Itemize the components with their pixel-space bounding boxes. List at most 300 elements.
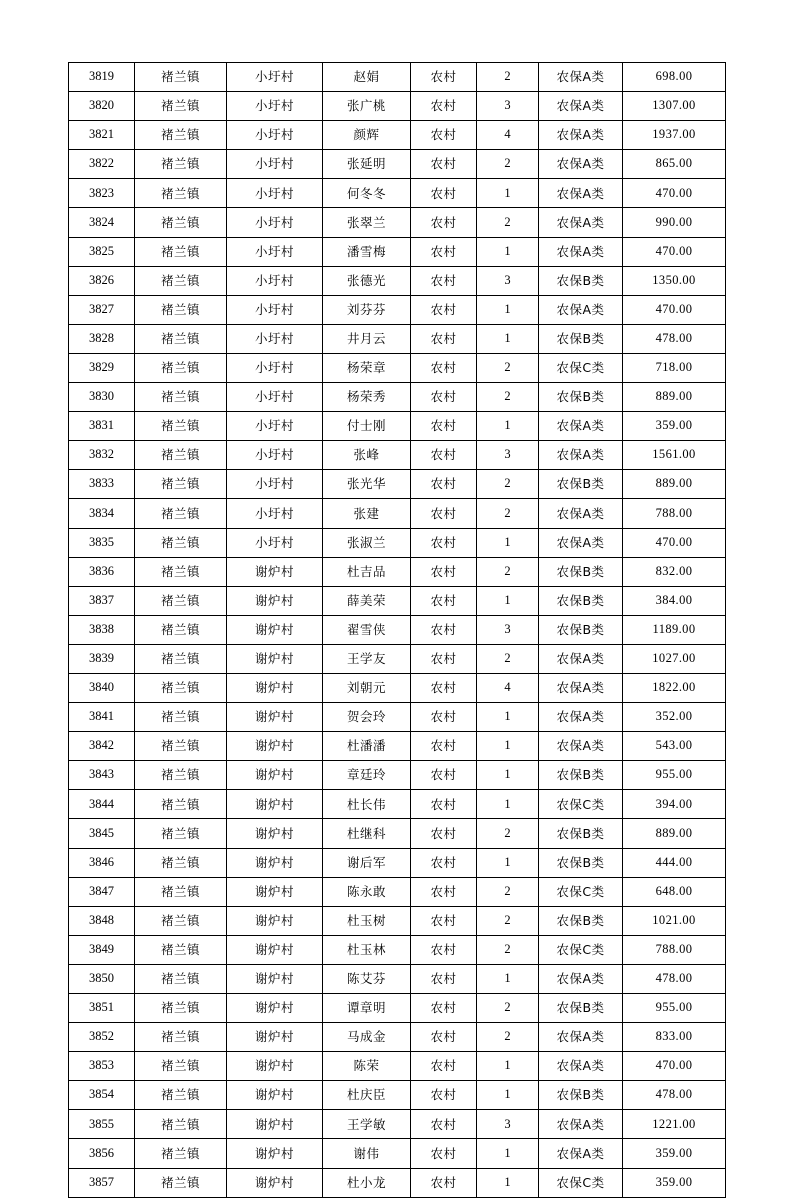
- cell-village: 谢炉村: [227, 1168, 323, 1197]
- cell-amount: 394.00: [623, 790, 726, 819]
- cell-person-count: 1: [477, 1081, 539, 1110]
- cell-village: 谢炉村: [227, 761, 323, 790]
- cell-name: 王学敏: [323, 1110, 411, 1139]
- cell-seq: 3844: [69, 790, 135, 819]
- cell-name: 刘芬芬: [323, 295, 411, 324]
- cell-seq: 3837: [69, 586, 135, 615]
- cell-town: 褚兰镇: [135, 732, 227, 761]
- cell-seq: 3821: [69, 121, 135, 150]
- cell-category: 农保A类: [539, 703, 623, 732]
- cell-name: 颜辉: [323, 121, 411, 150]
- cell-amount: 478.00: [623, 324, 726, 353]
- cell-town: 褚兰镇: [135, 528, 227, 557]
- cell-name: 张光华: [323, 470, 411, 499]
- cell-category: 农保A类: [539, 150, 623, 179]
- cell-seq: 3819: [69, 63, 135, 92]
- cell-village: 小圩村: [227, 499, 323, 528]
- table-row: [69, 615, 726, 644]
- cell-seq: 3826: [69, 266, 135, 295]
- cell-seq: 3831: [69, 412, 135, 441]
- cell-household-type: 农村: [411, 412, 477, 441]
- cell-person-count: 3: [477, 1110, 539, 1139]
- cell-village: 小圩村: [227, 150, 323, 179]
- cell-town: 褚兰镇: [135, 994, 227, 1023]
- table-row: [69, 644, 726, 673]
- cell-household-type: 农村: [411, 1110, 477, 1139]
- cell-category: 农保A类: [539, 644, 623, 673]
- table-row: [69, 353, 726, 382]
- table-row: [69, 848, 726, 877]
- cell-name: 杜吉品: [323, 557, 411, 586]
- cell-category: 农保C类: [539, 1168, 623, 1197]
- cell-village: 谢炉村: [227, 906, 323, 935]
- cell-name: 杜玉林: [323, 935, 411, 964]
- cell-household-type: 农村: [411, 266, 477, 295]
- cell-amount: 833.00: [623, 1023, 726, 1052]
- cell-name: 杜庆臣: [323, 1081, 411, 1110]
- cell-name: 陈荣: [323, 1052, 411, 1081]
- cell-town: 褚兰镇: [135, 499, 227, 528]
- cell-person-count: 2: [477, 557, 539, 586]
- cell-person-count: 2: [477, 906, 539, 935]
- cell-seq: 3833: [69, 470, 135, 499]
- cell-category: 农保B类: [539, 615, 623, 644]
- cell-household-type: 农村: [411, 586, 477, 615]
- cell-amount: 470.00: [623, 179, 726, 208]
- cell-household-type: 农村: [411, 703, 477, 732]
- cell-person-count: 2: [477, 208, 539, 237]
- table-row: [69, 732, 726, 761]
- table-row: [69, 790, 726, 819]
- cell-person-count: 2: [477, 353, 539, 382]
- cell-seq: 3827: [69, 295, 135, 324]
- table-row: [69, 528, 726, 557]
- cell-household-type: 农村: [411, 470, 477, 499]
- cell-category: 农保A类: [539, 63, 623, 92]
- cell-seq: 3832: [69, 441, 135, 470]
- cell-amount: 889.00: [623, 819, 726, 848]
- cell-seq: 3843: [69, 761, 135, 790]
- cell-town: 褚兰镇: [135, 848, 227, 877]
- cell-person-count: 4: [477, 673, 539, 702]
- cell-name: 张广桃: [323, 92, 411, 121]
- cell-person-count: 1: [477, 324, 539, 353]
- cell-name: 张峰: [323, 441, 411, 470]
- table-row: [69, 761, 726, 790]
- cell-village: 谢炉村: [227, 615, 323, 644]
- cell-seq: 3828: [69, 324, 135, 353]
- table-row: [69, 179, 726, 208]
- cell-amount: 1937.00: [623, 121, 726, 150]
- cell-town: 褚兰镇: [135, 1139, 227, 1168]
- cell-household-type: 农村: [411, 63, 477, 92]
- cell-household-type: 农村: [411, 819, 477, 848]
- cell-village: 谢炉村: [227, 1023, 323, 1052]
- cell-village: 小圩村: [227, 266, 323, 295]
- cell-seq: 3854: [69, 1081, 135, 1110]
- cell-amount: 359.00: [623, 412, 726, 441]
- cell-person-count: 3: [477, 615, 539, 644]
- cell-seq: 3836: [69, 557, 135, 586]
- cell-seq: 3830: [69, 383, 135, 412]
- cell-village: 谢炉村: [227, 703, 323, 732]
- table-row: [69, 1081, 726, 1110]
- cell-amount: 384.00: [623, 586, 726, 615]
- cell-amount: 1822.00: [623, 673, 726, 702]
- cell-amount: 478.00: [623, 1081, 726, 1110]
- cell-name: 杜长伟: [323, 790, 411, 819]
- cell-village: 小圩村: [227, 412, 323, 441]
- cell-village: 小圩村: [227, 92, 323, 121]
- cell-household-type: 农村: [411, 121, 477, 150]
- cell-person-count: 3: [477, 266, 539, 295]
- cell-category: 农保A类: [539, 1023, 623, 1052]
- cell-town: 褚兰镇: [135, 586, 227, 615]
- cell-household-type: 农村: [411, 324, 477, 353]
- cell-person-count: 2: [477, 150, 539, 179]
- table-row: [69, 673, 726, 702]
- cell-household-type: 农村: [411, 499, 477, 528]
- cell-amount: 788.00: [623, 935, 726, 964]
- cell-amount: 1027.00: [623, 644, 726, 673]
- cell-category: 农保B类: [539, 586, 623, 615]
- cell-person-count: 1: [477, 703, 539, 732]
- cell-name: 杨荣秀: [323, 383, 411, 412]
- cell-town: 褚兰镇: [135, 266, 227, 295]
- table-row: [69, 1023, 726, 1052]
- cell-amount: 889.00: [623, 470, 726, 499]
- cell-town: 褚兰镇: [135, 790, 227, 819]
- table-row: [69, 499, 726, 528]
- table-body: [69, 63, 726, 1198]
- cell-town: 褚兰镇: [135, 121, 227, 150]
- table-row: [69, 324, 726, 353]
- cell-household-type: 农村: [411, 208, 477, 237]
- table-row: [69, 935, 726, 964]
- cell-amount: 359.00: [623, 1168, 726, 1197]
- cell-seq: 3841: [69, 703, 135, 732]
- cell-person-count: 1: [477, 179, 539, 208]
- cell-name: 陈艾芬: [323, 964, 411, 993]
- cell-seq: 3847: [69, 877, 135, 906]
- cell-category: 农保B类: [539, 906, 623, 935]
- cell-village: 谢炉村: [227, 848, 323, 877]
- cell-amount: 470.00: [623, 295, 726, 324]
- cell-household-type: 农村: [411, 237, 477, 266]
- cell-amount: 955.00: [623, 761, 726, 790]
- cell-town: 褚兰镇: [135, 557, 227, 586]
- cell-person-count: 2: [477, 935, 539, 964]
- cell-name: 翟雪侠: [323, 615, 411, 644]
- cell-category: 农保A类: [539, 1139, 623, 1168]
- cell-amount: 352.00: [623, 703, 726, 732]
- cell-person-count: 1: [477, 964, 539, 993]
- cell-amount: 1350.00: [623, 266, 726, 295]
- cell-seq: 3852: [69, 1023, 135, 1052]
- cell-person-count: 3: [477, 92, 539, 121]
- cell-village: 谢炉村: [227, 732, 323, 761]
- cell-amount: 648.00: [623, 877, 726, 906]
- cell-seq: 3835: [69, 528, 135, 557]
- cell-household-type: 农村: [411, 848, 477, 877]
- cell-village: 谢炉村: [227, 964, 323, 993]
- cell-seq: 3838: [69, 615, 135, 644]
- cell-person-count: 2: [477, 819, 539, 848]
- cell-name: 谢伟: [323, 1139, 411, 1168]
- cell-town: 褚兰镇: [135, 644, 227, 673]
- cell-amount: 444.00: [623, 848, 726, 877]
- cell-amount: 470.00: [623, 1052, 726, 1081]
- cell-category: 农保A类: [539, 1052, 623, 1081]
- cell-household-type: 农村: [411, 179, 477, 208]
- cell-town: 褚兰镇: [135, 673, 227, 702]
- cell-town: 褚兰镇: [135, 877, 227, 906]
- cell-person-count: 1: [477, 1168, 539, 1197]
- cell-amount: 832.00: [623, 557, 726, 586]
- cell-name: 王学友: [323, 644, 411, 673]
- cell-category: 农保B类: [539, 266, 623, 295]
- cell-town: 褚兰镇: [135, 761, 227, 790]
- cell-amount: 1307.00: [623, 92, 726, 121]
- cell-amount: 889.00: [623, 383, 726, 412]
- cell-town: 褚兰镇: [135, 412, 227, 441]
- cell-amount: 478.00: [623, 964, 726, 993]
- cell-category: 农保A类: [539, 121, 623, 150]
- cell-amount: 1561.00: [623, 441, 726, 470]
- cell-category: 农保A类: [539, 441, 623, 470]
- cell-town: 褚兰镇: [135, 383, 227, 412]
- cell-village: 谢炉村: [227, 819, 323, 848]
- cell-town: 褚兰镇: [135, 1081, 227, 1110]
- cell-village: 谢炉村: [227, 790, 323, 819]
- cell-seq: 3839: [69, 644, 135, 673]
- cell-seq: 3842: [69, 732, 135, 761]
- table-row: [69, 412, 726, 441]
- cell-village: 谢炉村: [227, 1110, 323, 1139]
- table-row: [69, 470, 726, 499]
- cell-category: 农保B类: [539, 383, 623, 412]
- cell-town: 褚兰镇: [135, 324, 227, 353]
- cell-village: 谢炉村: [227, 1052, 323, 1081]
- cell-seq: 3856: [69, 1139, 135, 1168]
- cell-seq: 3857: [69, 1168, 135, 1197]
- cell-household-type: 农村: [411, 935, 477, 964]
- cell-seq: 3823: [69, 179, 135, 208]
- cell-name: 马成金: [323, 1023, 411, 1052]
- cell-category: 农保B类: [539, 557, 623, 586]
- cell-amount: 865.00: [623, 150, 726, 179]
- cell-village: 谢炉村: [227, 935, 323, 964]
- cell-seq: 3851: [69, 994, 135, 1023]
- cell-household-type: 农村: [411, 1168, 477, 1197]
- cell-name: 杨荣章: [323, 353, 411, 382]
- cell-category: 农保A类: [539, 179, 623, 208]
- cell-household-type: 农村: [411, 732, 477, 761]
- cell-town: 褚兰镇: [135, 1023, 227, 1052]
- cell-person-count: 1: [477, 295, 539, 324]
- table-row: [69, 819, 726, 848]
- cell-town: 褚兰镇: [135, 1110, 227, 1139]
- cell-village: 小圩村: [227, 121, 323, 150]
- cell-amount: 1189.00: [623, 615, 726, 644]
- cell-household-type: 农村: [411, 1139, 477, 1168]
- cell-person-count: 3: [477, 441, 539, 470]
- cell-name: 付士刚: [323, 412, 411, 441]
- cell-name: 薛美荣: [323, 586, 411, 615]
- cell-village: 小圩村: [227, 63, 323, 92]
- cell-household-type: 农村: [411, 295, 477, 324]
- cell-name: 井月云: [323, 324, 411, 353]
- cell-village: 小圩村: [227, 324, 323, 353]
- table-row: [69, 1168, 726, 1197]
- cell-name: 杜小龙: [323, 1168, 411, 1197]
- cell-category: 农保B类: [539, 1081, 623, 1110]
- cell-person-count: 4: [477, 121, 539, 150]
- cell-person-count: 1: [477, 732, 539, 761]
- cell-village: 小圩村: [227, 470, 323, 499]
- cell-household-type: 农村: [411, 790, 477, 819]
- cell-household-type: 农村: [411, 1081, 477, 1110]
- table-row: [69, 295, 726, 324]
- cell-household-type: 农村: [411, 615, 477, 644]
- cell-household-type: 农村: [411, 150, 477, 179]
- cell-town: 褚兰镇: [135, 615, 227, 644]
- cell-amount: 955.00: [623, 994, 726, 1023]
- cell-village: 谢炉村: [227, 1081, 323, 1110]
- cell-category: 农保A类: [539, 412, 623, 441]
- cell-town: 褚兰镇: [135, 208, 227, 237]
- cell-person-count: 1: [477, 412, 539, 441]
- cell-town: 褚兰镇: [135, 703, 227, 732]
- table-row: [69, 586, 726, 615]
- cell-person-count: 2: [477, 470, 539, 499]
- cell-category: 农保C类: [539, 790, 623, 819]
- cell-seq: 3848: [69, 906, 135, 935]
- cell-person-count: 1: [477, 761, 539, 790]
- table-row: [69, 150, 726, 179]
- table-row: [69, 877, 726, 906]
- table-row: [69, 1110, 726, 1139]
- cell-name: 赵娟: [323, 63, 411, 92]
- cell-category: 农保B类: [539, 994, 623, 1023]
- cell-town: 褚兰镇: [135, 237, 227, 266]
- table-row: [69, 1052, 726, 1081]
- cell-person-count: 2: [477, 644, 539, 673]
- cell-category: 农保A类: [539, 295, 623, 324]
- cell-person-count: 1: [477, 1139, 539, 1168]
- cell-household-type: 农村: [411, 761, 477, 790]
- table-row: [69, 237, 726, 266]
- cell-category: 农保B类: [539, 761, 623, 790]
- cell-category: 农保B类: [539, 470, 623, 499]
- cell-household-type: 农村: [411, 353, 477, 382]
- cell-village: 谢炉村: [227, 644, 323, 673]
- cell-name: 何冬冬: [323, 179, 411, 208]
- cell-town: 褚兰镇: [135, 906, 227, 935]
- cell-name: 张翠兰: [323, 208, 411, 237]
- cell-category: 农保A类: [539, 237, 623, 266]
- table-row: [69, 1139, 726, 1168]
- cell-village: 谢炉村: [227, 994, 323, 1023]
- cell-household-type: 农村: [411, 92, 477, 121]
- cell-name: 张德光: [323, 266, 411, 295]
- cell-name: 张建: [323, 499, 411, 528]
- cell-town: 褚兰镇: [135, 935, 227, 964]
- cell-seq: 3822: [69, 150, 135, 179]
- cell-name: 潘雪梅: [323, 237, 411, 266]
- cell-name: 谢后军: [323, 848, 411, 877]
- cell-household-type: 农村: [411, 964, 477, 993]
- cell-village: 谢炉村: [227, 673, 323, 702]
- cell-name: 谭章明: [323, 994, 411, 1023]
- table-row: [69, 964, 726, 993]
- cell-name: 陈永敢: [323, 877, 411, 906]
- table-row: [69, 63, 726, 92]
- cell-village: 小圩村: [227, 383, 323, 412]
- cell-seq: 3849: [69, 935, 135, 964]
- table-row: [69, 92, 726, 121]
- cell-category: 农保A类: [539, 208, 623, 237]
- cell-name: 杜潘潘: [323, 732, 411, 761]
- cell-person-count: 2: [477, 383, 539, 412]
- cell-household-type: 农村: [411, 441, 477, 470]
- cell-person-count: 2: [477, 877, 539, 906]
- cell-category: 农保A类: [539, 673, 623, 702]
- cell-person-count: 2: [477, 994, 539, 1023]
- cell-amount: 1221.00: [623, 1110, 726, 1139]
- cell-town: 褚兰镇: [135, 470, 227, 499]
- cell-seq: 3846: [69, 848, 135, 877]
- cell-category: 农保A类: [539, 528, 623, 557]
- cell-category: 农保B类: [539, 324, 623, 353]
- cell-seq: 3845: [69, 819, 135, 848]
- cell-seq: 3820: [69, 92, 135, 121]
- subsidy-table: [68, 62, 726, 1198]
- cell-household-type: 农村: [411, 557, 477, 586]
- cell-town: 褚兰镇: [135, 441, 227, 470]
- cell-household-type: 农村: [411, 383, 477, 412]
- table-row: [69, 441, 726, 470]
- cell-seq: 3840: [69, 673, 135, 702]
- cell-person-count: 1: [477, 237, 539, 266]
- cell-person-count: 1: [477, 528, 539, 557]
- cell-category: 农保B类: [539, 848, 623, 877]
- cell-category: 农保C类: [539, 877, 623, 906]
- cell-household-type: 农村: [411, 1052, 477, 1081]
- cell-category: 农保A类: [539, 964, 623, 993]
- cell-household-type: 农村: [411, 644, 477, 673]
- cell-category: 农保A类: [539, 1110, 623, 1139]
- cell-household-type: 农村: [411, 994, 477, 1023]
- cell-person-count: 1: [477, 848, 539, 877]
- cell-household-type: 农村: [411, 673, 477, 702]
- cell-town: 褚兰镇: [135, 1168, 227, 1197]
- cell-name: 章廷玲: [323, 761, 411, 790]
- cell-amount: 470.00: [623, 237, 726, 266]
- cell-name: 刘朝元: [323, 673, 411, 702]
- cell-household-type: 农村: [411, 1023, 477, 1052]
- cell-category: 农保A类: [539, 499, 623, 528]
- cell-name: 贺会玲: [323, 703, 411, 732]
- cell-village: 小圩村: [227, 295, 323, 324]
- cell-name: 杜继科: [323, 819, 411, 848]
- cell-amount: 698.00: [623, 63, 726, 92]
- cell-village: 谢炉村: [227, 586, 323, 615]
- cell-category: 农保A类: [539, 732, 623, 761]
- cell-seq: 3825: [69, 237, 135, 266]
- cell-town: 褚兰镇: [135, 63, 227, 92]
- cell-person-count: 2: [477, 499, 539, 528]
